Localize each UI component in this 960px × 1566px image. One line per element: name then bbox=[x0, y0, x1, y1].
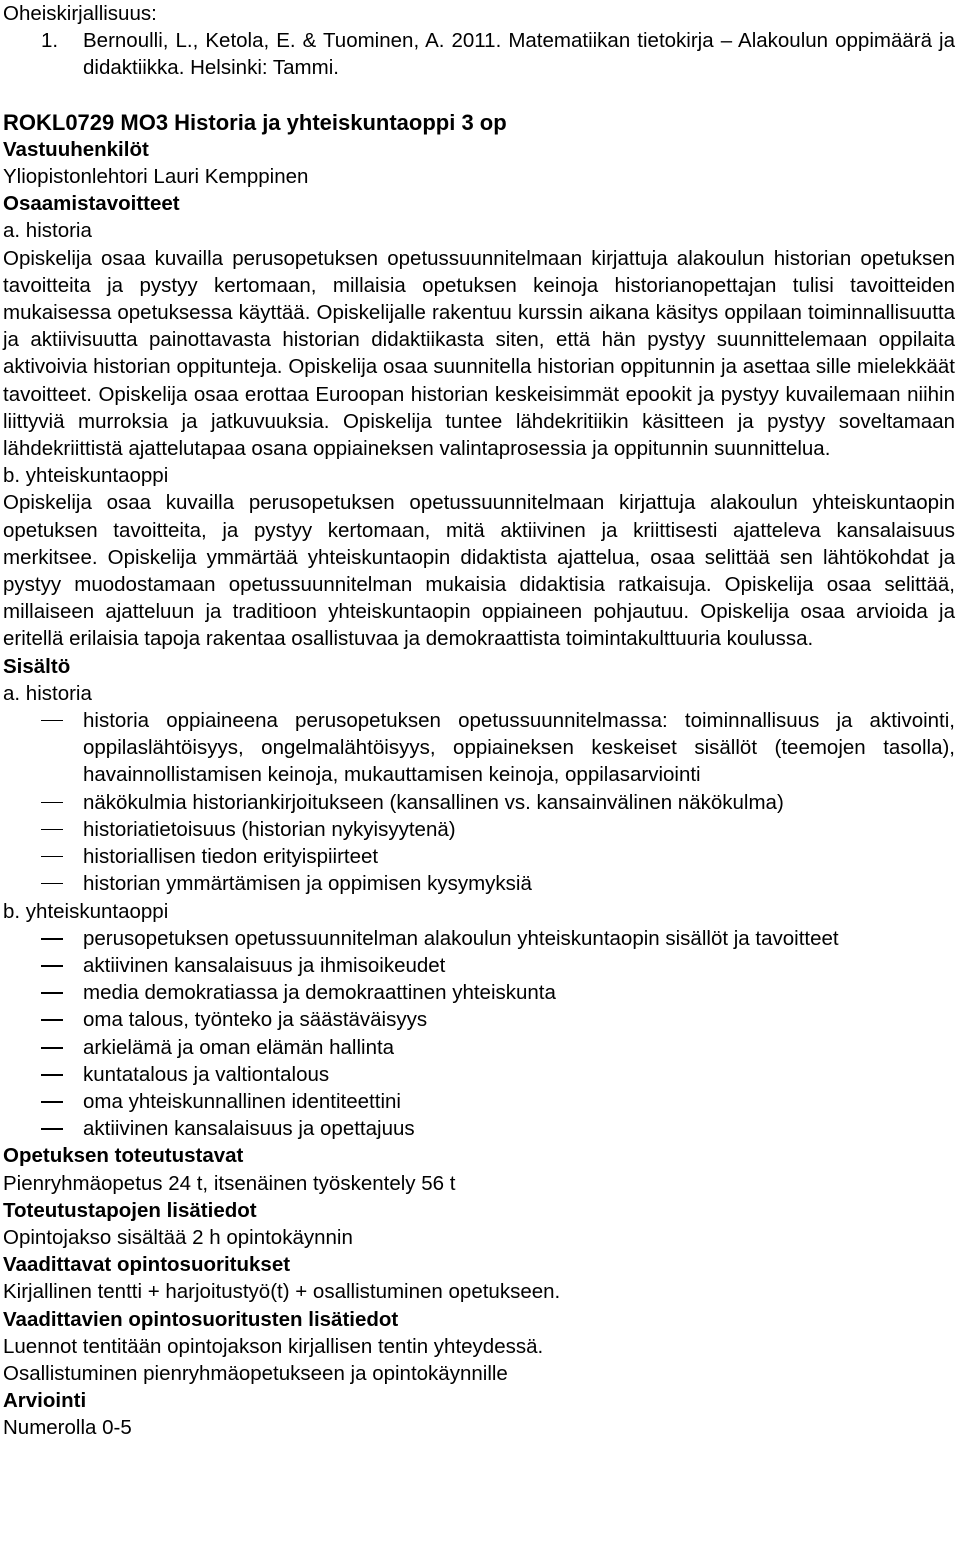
list-item-text: oma yhteiskunnallinen identiteettini bbox=[83, 1089, 401, 1113]
list-item bbox=[3, 1006, 955, 1033]
reference-number: 1. bbox=[41, 29, 59, 53]
outcomes-a-label: a. historia bbox=[3, 219, 92, 243]
references-list bbox=[3, 27, 955, 81]
content-a-label: a. historia bbox=[3, 681, 92, 705]
reference-text: Bernoulli, L., Ketola, E. & Tuominen, A. 2011. Matematiikan tietokirja – Alakoulun oppimäärä ja didaktiikka. Helsinki: Tammi. bbox=[83, 29, 955, 80]
references-heading: Oheiskirjallisuus: bbox=[3, 2, 157, 25]
list-item-text: aktiivinen kansalaisuus ja opettajuus bbox=[83, 1117, 415, 1141]
outcomes-b-text: Opiskelija osaa kuvailla perusopetuksen opetussuunnitelmaan kirjattuja alakoulun yhteiskuntaopin opetuksen tavoitteita, ja pystyy kertomaan, mitä aktiivinen ja kriittisesti ajatteleva kansalaisuus merkitsee. Opiskelija ymmärtää yhteiskuntaopin didaktista ajattelua, osaa selittää sen lähtökohdat ja pystyy muodostamaan opetussuunnitelman mukaisia didaktisia ratkaisuja. Opiskelija osaa selittää, millaiseen ajatteluun ja traditioon yhteiskuntaopin oppiaineen pohjautuu. Opiskelija osaa arvioida ja eritellä erilaisia tapoja rakentaa osallistuvaa ja demokraattista toimintakulttuuria koulussa. bbox=[3, 491, 955, 651]
required-extra-value-2: Osallistuminen pienryhmäopetukseen ja opintokäynnille bbox=[3, 1361, 508, 1385]
required-value: Kirjallinen tentti + harjoitustyö(t) + osallistuminen opetukseen. bbox=[3, 1280, 561, 1304]
list-item-text: historia oppiaineena perusopetuksen opetussuunnitelmassa: toiminnallisuus ja aktivointi, oppilaslähtöisyys, ongelmalähtöisyys, oppiaineksen keskeiset sisällöt (teemojen tasolla), havainnollistamisen keinoja, mukauttamisen keinoja, oppilasarviointi bbox=[83, 709, 955, 787]
list-item bbox=[3, 707, 955, 789]
list-item bbox=[3, 1088, 955, 1115]
list-item bbox=[3, 979, 955, 1006]
dash-bullet-icon bbox=[41, 1047, 63, 1049]
list-item-text: aktiivinen kansalaisuus ja ihmisoikeudet bbox=[83, 953, 446, 977]
content-b-label: b. yhteiskuntaoppi bbox=[3, 899, 169, 923]
list-item-text: oma talous, työnteko ja säästäväisyys bbox=[83, 1008, 428, 1032]
reference-item bbox=[3, 27, 955, 81]
list-item bbox=[3, 952, 955, 979]
list-item-text: media demokratiassa ja demokraattinen yhteiskunta bbox=[83, 981, 556, 1005]
methods-value: Pienryhmäopetus 24 t, itsenäinen työskentely 56 t bbox=[3, 1171, 456, 1195]
list-item-text: historiatietoisuus (historian nykyisyytenä) bbox=[83, 817, 456, 841]
list-item-text: perusopetuksen opetussuunnitelman alakoulun yhteiskuntaopin sisällöt ja tavoitteet bbox=[83, 926, 839, 950]
outcomes-heading: Osaamistavoitteet bbox=[3, 192, 180, 216]
responsible-heading: Vastuuhenkilöt bbox=[3, 137, 149, 161]
dash-bullet-icon bbox=[41, 1101, 63, 1103]
outcomes-b-label: b. yhteiskuntaoppi bbox=[3, 464, 169, 488]
dash-bullet-icon bbox=[41, 829, 63, 830]
list-item bbox=[3, 870, 955, 897]
dash-bullet-icon bbox=[41, 1128, 63, 1130]
list-item-text: näkökulmia historiankirjoitukseen (kansallinen vs. kansainvälinen näkökulma) bbox=[83, 790, 784, 814]
list-item-text: historian ymmärtämisen ja oppimisen kysymyksiä bbox=[83, 872, 532, 896]
dash-bullet-icon bbox=[41, 992, 63, 994]
list-item bbox=[3, 789, 955, 816]
list-item bbox=[3, 1034, 955, 1061]
dash-bullet-icon bbox=[41, 802, 63, 803]
document-page bbox=[3, 0, 955, 1442]
list-item-text: arkielämä ja oman elämän hallinta bbox=[83, 1035, 395, 1059]
grading-heading: Arviointi bbox=[3, 1389, 87, 1413]
dash-bullet-icon bbox=[41, 883, 63, 884]
content-b-list bbox=[3, 925, 955, 1143]
required-extra-value-1: Luennot tentitään opintojakson kirjallisen tentin yhteydessä. bbox=[3, 1334, 544, 1358]
methods-extra-heading: Toteutustapojen lisätiedot bbox=[3, 1198, 257, 1222]
required-heading: Vaadittavat opintosuoritukset bbox=[3, 1253, 291, 1277]
methods-heading: Opetuksen toteutustavat bbox=[3, 1144, 244, 1168]
list-item bbox=[3, 925, 955, 952]
dash-bullet-icon bbox=[41, 1019, 63, 1021]
responsible-value: Yliopistonlehtori Lauri Kemppinen bbox=[3, 165, 309, 189]
dash-bullet-icon bbox=[41, 965, 63, 967]
grading-value: Numerolla 0-5 bbox=[3, 1416, 132, 1440]
list-item bbox=[3, 816, 955, 843]
list-item bbox=[3, 843, 955, 870]
dash-bullet-icon bbox=[41, 1074, 63, 1076]
list-item-text: kuntatalous ja valtiontalous bbox=[83, 1062, 330, 1086]
methods-extra-value: Opintojakso sisältää 2 h opintokäynnin bbox=[3, 1225, 353, 1249]
content-a-list bbox=[3, 707, 955, 897]
required-extra-heading: Vaadittavien opintosuoritusten lisätiedot bbox=[3, 1307, 399, 1331]
dash-bullet-icon bbox=[41, 720, 63, 721]
list-item-text: historiallisen tiedon erityispiirteet bbox=[83, 845, 379, 869]
list-item bbox=[3, 1061, 955, 1088]
dash-bullet-icon bbox=[41, 856, 63, 857]
dash-bullet-icon bbox=[41, 938, 63, 940]
content-heading: Sisältö bbox=[3, 654, 71, 678]
course-title: ROKL0729 MO3 Historia ja yhteiskuntaoppi 3 op bbox=[3, 109, 507, 135]
list-item bbox=[3, 1115, 955, 1142]
outcomes-a-text: Opiskelija osaa kuvailla perusopetuksen opetussuunnitelmaan kirjattuja alakoulun historian opetuksen tavoitteita ja pystyy kertomaan, millaisia opetuksen keinoja historianopettajan tulisi tavoitteiden mukaisessa opetuksessa käyttää. Opiskelijalle rakentuu kurssin aikana käsitys oppilaan toiminnallisuutta ja aktiivisuutta painottavasta historian didaktiikasta siten, että hän pystyy suunnittelemaan oppilaita aktivoivia historian oppitunteja. Opiskelija osaa suunnitella historian oppitunnin ja asettaa sille mielekkäät tavoitteet. Opiskelija osaa erottaa Euroopan historian keskeisimmät epookit ja pystyy kuvailemaan niihin liittyviä murroksia ja jatkuvuuksia. Opiskelija tuntee lähdekritiikin käsitteen ja pystyy soveltamaan lähdekriittistä ajattelutapaa osana oppiaineksen valintaprosessia ja oppitunnin suunnittelua. bbox=[3, 246, 955, 461]
